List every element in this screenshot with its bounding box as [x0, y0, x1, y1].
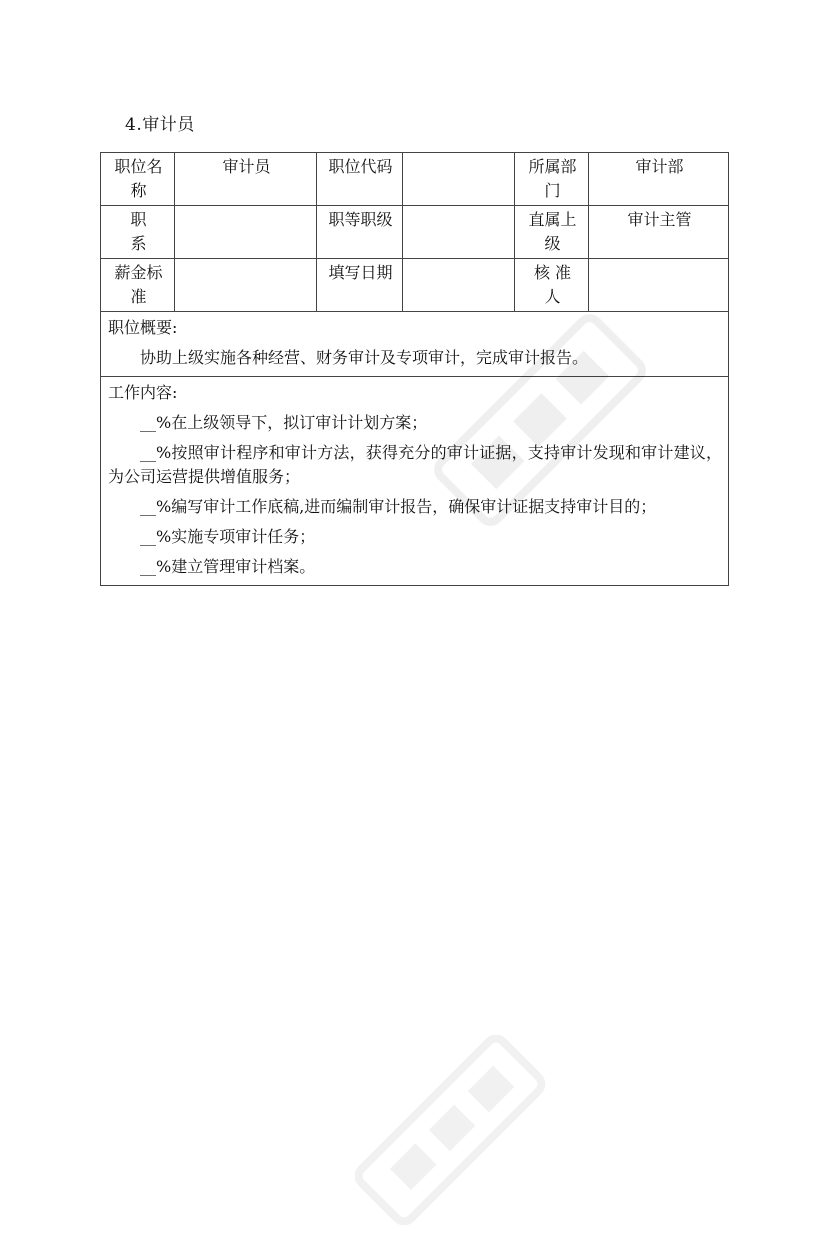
position-code-value: [403, 153, 515, 206]
duty-blank: __: [140, 413, 156, 432]
department-value: 审计部: [589, 153, 729, 206]
position-name-value: 审计员: [175, 153, 317, 206]
grade-level-value: [403, 206, 515, 259]
position-code-label: 职位代码: [317, 153, 403, 206]
watermark-mark: [337, 1017, 563, 1243]
position-name-label: 职位名称: [101, 153, 175, 206]
duties-title: 工作内容:: [108, 383, 178, 402]
department-label: 所属部门: [515, 153, 589, 206]
duty-item: [108, 525, 722, 549]
duty-item: [108, 555, 722, 579]
direct-supervisor-value: 审计主管: [589, 206, 729, 259]
table-row: [101, 259, 729, 312]
job-family-label: 职 系: [101, 206, 175, 259]
fill-date-label: 填写日期: [317, 259, 403, 312]
approver-label: 核 准 人: [515, 259, 589, 312]
salary-standard-value: [175, 259, 317, 312]
duty-blank: __: [140, 443, 156, 462]
duty-blank: __: [140, 497, 156, 516]
fill-date-value: [403, 259, 515, 312]
direct-supervisor-label: 直属上级: [515, 206, 589, 259]
grade-level-label: 职等职级: [317, 206, 403, 259]
table-row: [101, 153, 729, 206]
duty-blank: __: [140, 557, 156, 576]
duty-text: %在上级领导下，拟订审计计划方案；: [156, 413, 428, 432]
job-family-value: [175, 206, 317, 259]
duty-blank: __: [140, 527, 156, 546]
duty-text: %编写审计工作底稿,进而编制审计报告，确保审计证据支持审计目的；: [156, 497, 657, 516]
duty-text: %按照审计程序和审计方法，获得充分的审计证据，支持审计发现和审计建议，为公司运营提供增值服务；: [108, 443, 722, 486]
summary-text: 协助上级实施各种经营、财务审计及专项审计，完成审计报告。: [140, 348, 589, 367]
approver-value: [589, 259, 729, 312]
section-title: 4.审计员: [125, 115, 195, 135]
salary-standard-label: 薪金标准: [101, 259, 175, 312]
duty-text: %实施专项审计任务；: [156, 527, 316, 546]
table-row: [101, 206, 729, 259]
duty-text: %建立管理审计档案。: [156, 557, 316, 576]
summary-title: 职位概要:: [108, 318, 178, 337]
duty-item: [108, 495, 722, 519]
